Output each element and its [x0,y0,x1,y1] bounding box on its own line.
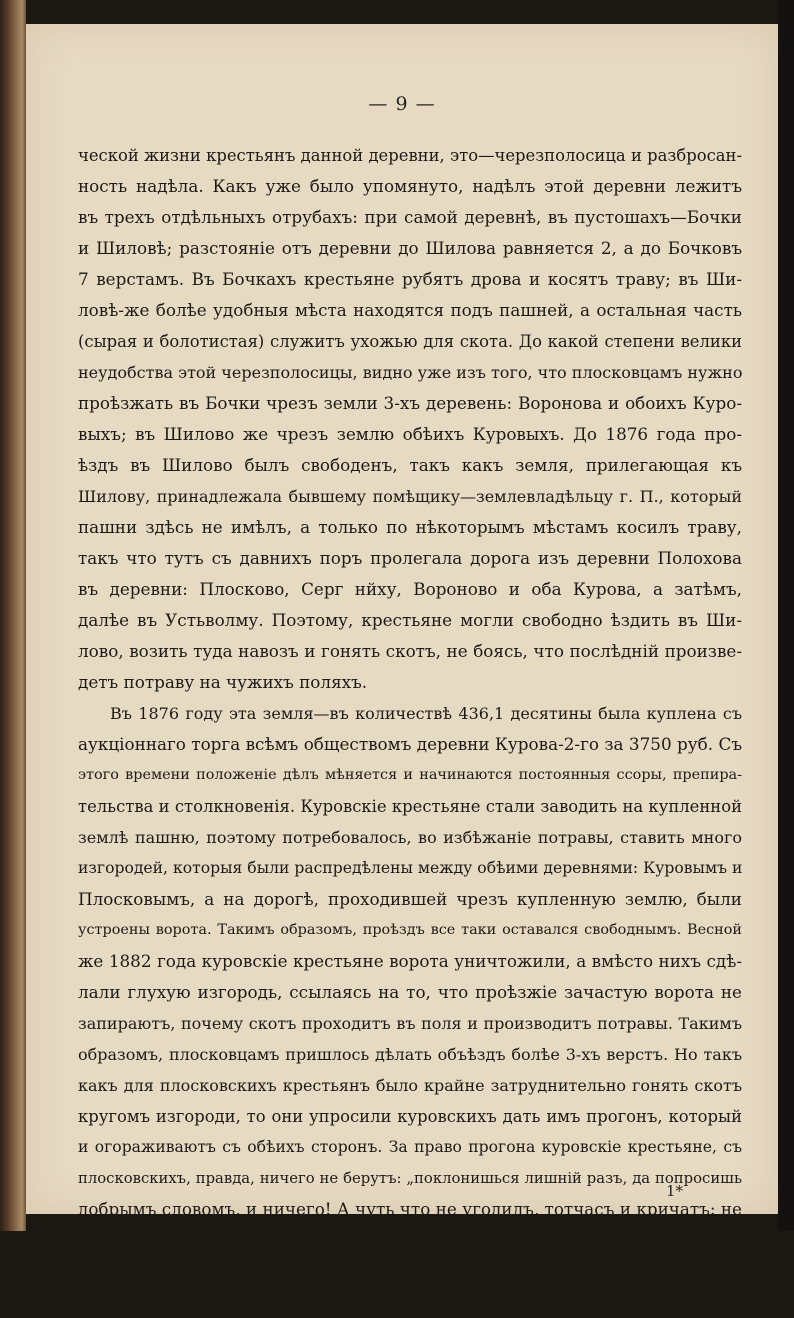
text-line: этого времени положеніе дѣлъ мѣняется и начинаются постоянныя ссоры, препира- [78,767,742,783]
text-line: такъ что тутъ съ давнихъ поръ пролегала дорога изъ деревни Полохова [78,548,742,568]
text-line: далѣе въ Устьволму. Поэтому, крестьяне могли свободно ѣздить въ Ши- [78,610,742,630]
text-line: землѣ пашню, поэтому потребовалось, во избѣжаніе потравы, ставить много [78,828,742,847]
printer-signature: 1* [666,1182,684,1200]
text-line: добрымъ словомъ, и ничего! А чуть что не угодилъ, тотчасъ и кричатъ: не [78,1199,742,1219]
page-edge-shadow [778,0,794,1231]
text-line: запираютъ, почему скотъ проходитъ въ поля и производитъ потравы. Такимъ [78,1014,742,1033]
text-line: изгородей, которыя были распредѣлены между обѣими деревнями: Куровымъ и [78,859,742,877]
text-line: и огораживаютъ съ обѣихъ сторонъ. За право прогона куровскіе крестьяне, съ [78,1138,742,1156]
text-line: какъ для плосковскихъ крестьянъ было крайне затруднительно гонять скотъ [78,1076,742,1095]
text-line: образомъ, плосковцамъ пришлось дѣлать объѣздъ болѣе 3-хъ верстъ. Но такъ [78,1045,742,1064]
text-line: Въ 1876 году эта земля—въ количествѣ 436,1 десятины была куплена съ [110,704,742,723]
text-line: смѣй, дескать, гонять скотъ черезъ нашу землю, нѣтъ тебѣ прогону! Ну и [78,1230,742,1250]
text-line: лово, возить туда навозъ и гонять скотъ, не боясь, что послѣдній произве- [78,641,742,661]
text-line: аукціоннаго торга всѣмъ обществомъ деревни Курова-2-го за 3750 руб. Съ [78,734,742,754]
text-line: детъ потраву на чужихъ поляхъ. [78,672,368,692]
text-line: выхъ; въ Шилово же чрезъ землю обѣихъ Куровыхъ. До 1876 года про- [78,424,742,444]
text-line: ловѣ-же болѣе удобныя мѣста находятся подъ пашней, а остальная часть [78,300,742,320]
text-line: Плосковымъ, а на дорогѣ, проходившей чрезъ купленную землю, были [78,889,742,909]
body-text [78,140,742,1318]
text-line: ческой жизни крестьянъ данной деревни, это—черезполосица и разбросан- [78,146,742,165]
text-line: пашни здѣсь не имѣлъ, а только по нѣкоторымъ мѣстамъ косилъ траву, [78,517,742,537]
text-line: плосковскихъ, правда, ничего не берутъ: „поклонишься лишній разъ, да попросишь [78,1170,742,1187]
book-page [26,24,778,1312]
text-line: ность надѣла. Какъ уже было упомянуто, надѣлъ этой деревни лежитъ [78,176,742,196]
text-line: просимъ, да кланяемся“, говорятъ по этому поводу крестьяне д. Плосково. [78,1262,742,1281]
text-line: тельства и столкновенія. Куровскіе крестьяне стали заводить на купленной [78,797,742,816]
text-line: Много было споровъ и ссоръ въ это лѣто изъ за уничтоженія изгороди [78,1292,742,1312]
text-line: лали глухую изгородь, ссылаясь на то, что проѣзжіе зачастую ворота не [78,982,742,1002]
text-line: (сырая и болотистая) служитъ ухожью для скота. До какой степени велики [78,332,742,351]
text-line: проѣзжать въ Бочки чрезъ земли 3-хъ деревень: Воронова и обоихъ Куро- [78,393,742,413]
text-line: ѣздъ въ Шилово былъ свободенъ, такъ какъ земля, прилегающая къ [78,455,742,475]
text-line: устроены ворота. Такимъ образомъ, проѣздъ все таки оставался свободнымъ. Весной [78,922,742,938]
book-gutter [0,0,26,1231]
page-number: — 9 — [368,93,436,115]
text-line: въ трехъ отдѣльныхъ отрубахъ: при самой деревнѣ, въ пустошахъ—Бочки [78,207,742,227]
text-line: и Шиловѣ; разстояніе отъ деревни до Шилова равняется 2, а до Бочковъ [78,238,742,258]
text-line: въ деревни: Плосково, Серг нйху, Вороново и оба Курова, а затѣмъ, [78,579,742,599]
text-line: Шилову, принадлежала бывшему помѣщику—землевладѣльцу г. П., который [78,487,742,506]
text-line: неудобства этой черезполосицы, видно уже изъ того, что плосковцамъ нужно [78,363,742,382]
text-line: же 1882 года куровскіе крестьяне ворота уничтожили, а вмѣсто нихъ сдѣ- [78,951,742,971]
text-line: 7 верстамъ. Въ Бочкахъ крестьяне рубятъ дрова и косятъ траву; въ Ши- [78,269,742,289]
text-line: кругомъ изгороди, то они упросили куровскихъ дать имъ прогонъ, который [78,1107,742,1126]
